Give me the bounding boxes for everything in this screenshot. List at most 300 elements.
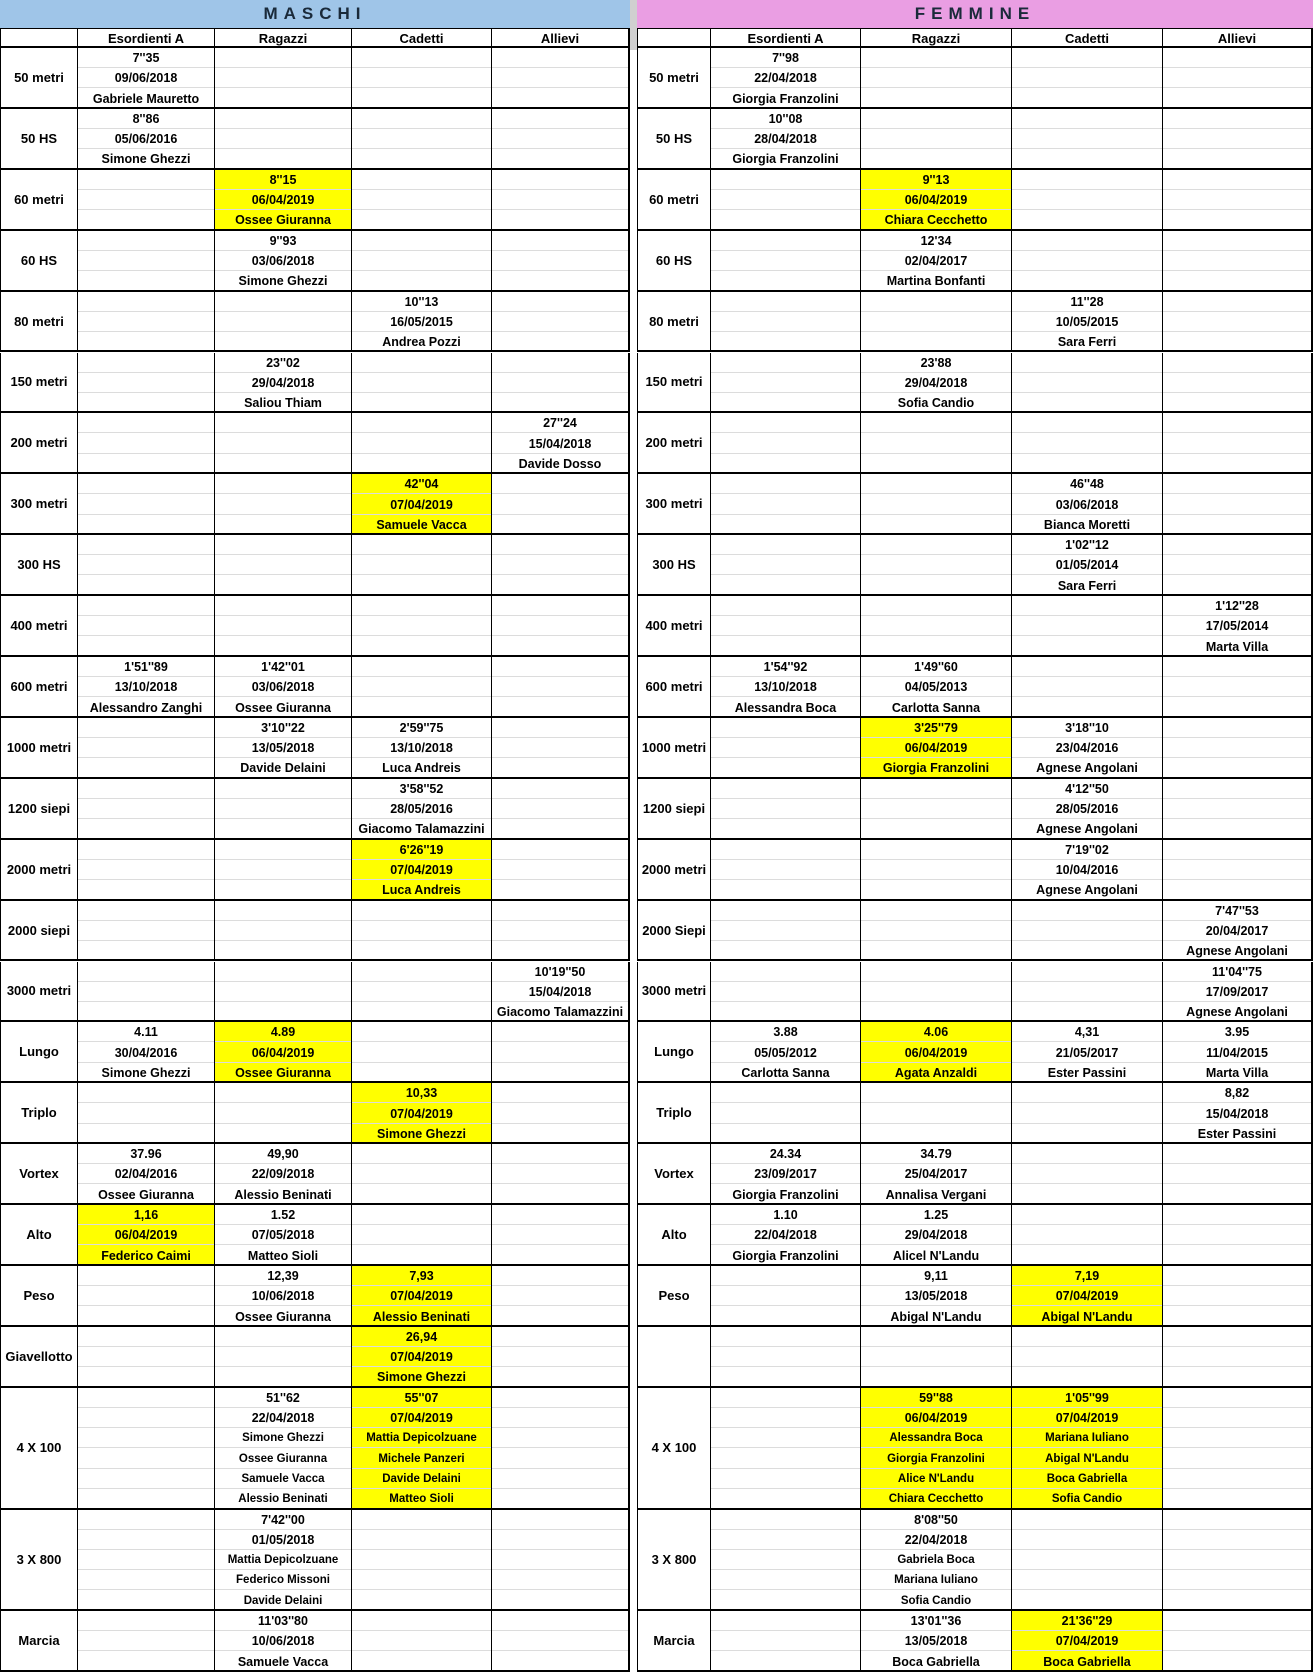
record-athlete [78, 1469, 214, 1489]
record-date: 17/09/2017 [1163, 982, 1311, 1002]
record-cell [860, 779, 1011, 840]
record-date: 03/06/2018 [215, 251, 351, 271]
record-date [1012, 1347, 1162, 1367]
record-athlete: Giorgia Franzolini [732, 1187, 839, 1202]
record-cell [351, 1083, 491, 1144]
record-cell [77, 1022, 214, 1083]
record-value [78, 1611, 214, 1631]
record-date [861, 799, 1011, 819]
record-athlete: Simone Ghezzi [377, 1126, 466, 1141]
record-cell [77, 48, 214, 109]
record-athlete [492, 515, 628, 535]
event-label: 3 X 800 [0, 1510, 77, 1612]
record-value: 3.95 [1163, 1022, 1311, 1042]
record-value: 26,94 [352, 1327, 491, 1347]
record-athlete: Giorgia Franzolini [732, 91, 839, 106]
record-value: 7'42''00 [215, 1510, 351, 1530]
record-cell [860, 535, 1011, 596]
record-date: 04/05/2013 [861, 677, 1011, 697]
record-value [711, 170, 860, 190]
record-athlete [352, 1550, 491, 1570]
record-date [492, 616, 628, 636]
record-cell [491, 1144, 630, 1205]
record-athlete: Andrea Pozzi [382, 335, 461, 350]
record-athlete [1163, 1652, 1311, 1672]
record-athlete [492, 637, 628, 657]
record-date [78, 434, 214, 454]
record-cell [1011, 657, 1162, 718]
record-athlete: Mariana Iuliano [1012, 1428, 1162, 1448]
record-cell [351, 962, 491, 1023]
record-cell [351, 535, 491, 596]
record-value [352, 1144, 491, 1164]
record-cell [1011, 1611, 1162, 1672]
record-cell [710, 109, 860, 170]
record-athlete [711, 1002, 860, 1022]
record-cell [491, 901, 630, 962]
record-athlete: Simone Ghezzi [101, 152, 191, 167]
record-date: 05/06/2016 [78, 129, 214, 149]
record-date [78, 312, 214, 332]
record-date: 07/04/2019 [352, 1286, 491, 1306]
record-athlete [861, 149, 1011, 169]
record-date [352, 1225, 491, 1245]
record-date: 11/04/2015 [1163, 1043, 1311, 1063]
record-athlete: Ossee Giuranna [98, 1187, 194, 1202]
record-value [1012, 231, 1162, 251]
record-date [78, 1530, 214, 1550]
record-athlete [861, 454, 1011, 474]
record-cell [77, 1327, 214, 1388]
record-athlete [78, 1489, 214, 1509]
record-date [861, 1104, 1011, 1124]
record-athlete [711, 1591, 860, 1611]
record-athlete: Mattia Depicolzuane [215, 1550, 351, 1570]
record-athlete [711, 332, 860, 352]
record-cell [1011, 48, 1162, 109]
record-cell [860, 353, 1011, 414]
record-cell [214, 657, 351, 718]
maschi-title: MASCHI [0, 0, 630, 28]
record-value: 55''07 [352, 1388, 491, 1408]
record-cell [1011, 1205, 1162, 1266]
record-cell [214, 1327, 351, 1388]
record-value [78, 474, 214, 494]
record-value: 10'19''50 [492, 962, 628, 982]
event-label: 400 metri [637, 596, 710, 657]
record-cell [214, 596, 351, 657]
record-athlete: Ossee Giuranna [235, 1309, 331, 1324]
record-athlete [711, 1449, 860, 1469]
record-cell [1162, 48, 1313, 109]
record-date [492, 1347, 628, 1367]
record-date: 13/05/2018 [215, 738, 351, 758]
record-athlete [78, 819, 214, 839]
record-cell [77, 901, 214, 962]
record-value [861, 48, 1011, 68]
record-cell [491, 474, 630, 535]
record-value [1163, 1611, 1311, 1631]
record-athlete: Sara Ferri [1057, 578, 1117, 593]
record-date [1163, 799, 1311, 819]
record-value: 7,93 [352, 1266, 491, 1286]
record-date [1163, 1286, 1311, 1306]
record-value [492, 718, 628, 738]
record-value [711, 1611, 860, 1631]
record-date [78, 1631, 214, 1651]
record-athlete [78, 1570, 214, 1590]
record-athlete: Federico Caimi [101, 1248, 191, 1263]
record-cell [77, 1510, 214, 1612]
record-cell [860, 231, 1011, 292]
record-athlete [1012, 698, 1162, 718]
record-cell [214, 779, 351, 840]
record-date: 13/10/2018 [352, 738, 491, 758]
record-cell [710, 901, 860, 962]
record-value [861, 779, 1011, 799]
record-value [861, 962, 1011, 982]
record-cell [860, 1611, 1011, 1672]
record-date: 16/05/2015 [352, 312, 491, 332]
record-value [78, 779, 214, 799]
record-cell [214, 1266, 351, 1327]
record-value [215, 1083, 351, 1103]
record-athlete [492, 1124, 628, 1144]
record-athlete: Luca Andreis [382, 761, 461, 776]
record-cell [491, 231, 630, 292]
record-cell [77, 170, 214, 231]
record-athlete [711, 1489, 860, 1509]
record-date [492, 190, 628, 210]
record-athlete [78, 454, 214, 474]
record-cell [351, 779, 491, 840]
record-cell [351, 596, 491, 657]
record-date: 06/04/2019 [215, 1043, 351, 1063]
record-athlete: Simone Ghezzi [238, 274, 328, 289]
record-date [215, 982, 351, 1002]
record-value [78, 231, 214, 251]
record-value [861, 413, 1011, 433]
record-athlete [78, 637, 214, 657]
column-header: Allievi [491, 28, 630, 48]
record-cell [77, 353, 214, 414]
record-cell [214, 1388, 351, 1510]
record-date: 05/05/2012 [711, 1043, 860, 1063]
record-cell [491, 1083, 630, 1144]
record-value: 7'47''53 [1163, 901, 1311, 921]
record-athlete [78, 393, 214, 413]
record-value [215, 779, 351, 799]
record-date [215, 312, 351, 332]
record-athlete: Federico Missoni [215, 1570, 351, 1590]
record-date [711, 1286, 860, 1306]
record-cell [710, 1327, 860, 1388]
record-athlete [711, 1550, 860, 1570]
record-value [861, 596, 1011, 616]
record-date [1012, 1225, 1162, 1245]
record-value: 1.10 [711, 1205, 860, 1225]
record-date [492, 921, 628, 941]
record-cell [77, 474, 214, 535]
record-athlete: Alessio Beninati [372, 1309, 471, 1324]
record-value [215, 474, 351, 494]
record-date: 02/04/2016 [78, 1164, 214, 1184]
record-athlete [215, 941, 351, 961]
record-value: 8''15 [215, 170, 351, 190]
record-cell [860, 1205, 1011, 1266]
record-athlete [1163, 515, 1311, 535]
event-label: 1000 metri [637, 718, 710, 779]
record-cell [491, 1022, 630, 1083]
record-athlete [1163, 1428, 1311, 1448]
record-athlete [492, 210, 628, 230]
record-athlete [1163, 1550, 1311, 1570]
record-cell [1011, 170, 1162, 231]
record-athlete: Matteo Sioli [247, 1248, 319, 1263]
record-athlete: Samuele Vacca [215, 1469, 351, 1489]
record-athlete [1012, 210, 1162, 230]
record-date [861, 68, 1011, 88]
record-date [492, 1530, 628, 1550]
record-value: 4.11 [78, 1022, 214, 1042]
record-date [1012, 982, 1162, 1002]
record-cell [1011, 474, 1162, 535]
record-athlete [711, 271, 860, 291]
record-athlete [215, 637, 351, 657]
event-label: 1200 siepi [637, 779, 710, 840]
record-date [215, 921, 351, 941]
record-date: 17/05/2014 [1163, 616, 1311, 636]
record-date [78, 373, 214, 393]
record-date [78, 921, 214, 941]
record-cell [214, 48, 351, 109]
record-cell [491, 1205, 630, 1266]
record-cell [1162, 718, 1313, 779]
record-value [1163, 109, 1311, 129]
record-cell [1162, 474, 1313, 535]
record-athlete: Agnese Angolani [1186, 1005, 1288, 1020]
record-athlete: Simone Ghezzi [101, 1065, 191, 1080]
record-date: 01/05/2014 [1012, 555, 1162, 575]
record-athlete [492, 89, 628, 109]
record-value [352, 48, 491, 68]
record-cell [710, 1266, 860, 1327]
record-value [78, 535, 214, 555]
record-date [711, 799, 860, 819]
record-date [492, 312, 628, 332]
record-athlete [1163, 1185, 1311, 1205]
record-value [492, 1083, 628, 1103]
record-value [1163, 170, 1311, 190]
record-cell [710, 292, 860, 353]
event-label: Marcia [0, 1611, 77, 1672]
record-value: 11'03''80 [215, 1611, 351, 1631]
record-cell [710, 48, 860, 109]
record-cell [1162, 962, 1313, 1023]
record-value [711, 1327, 860, 1347]
record-athlete [861, 637, 1011, 657]
record-date [492, 129, 628, 149]
record-date: 07/04/2019 [1012, 1631, 1162, 1651]
record-date [1012, 129, 1162, 149]
record-cell [1011, 109, 1162, 170]
record-athlete: Mariana Iuliano [861, 1570, 1011, 1590]
record-value [352, 1510, 491, 1530]
record-date: 10/05/2015 [1012, 312, 1162, 332]
record-date: 22/09/2018 [215, 1164, 351, 1184]
record-athlete: Giorgia Franzolini [861, 1449, 1011, 1469]
record-athlete: Sara Ferri [1057, 335, 1117, 350]
record-date [1163, 434, 1311, 454]
record-athlete [352, 271, 491, 291]
record-value [1163, 535, 1311, 555]
record-athlete [492, 698, 628, 718]
record-date [1163, 677, 1311, 697]
record-date [78, 860, 214, 880]
record-athlete: Mattia Depicolzuane [352, 1428, 491, 1448]
record-cell [214, 901, 351, 962]
record-cell [351, 231, 491, 292]
record-date [78, 1408, 214, 1428]
header-corner [637, 28, 710, 48]
record-cell [1162, 1144, 1313, 1205]
record-athlete [1163, 1307, 1311, 1327]
record-value [1163, 474, 1311, 494]
record-date [215, 555, 351, 575]
record-date: 20/04/2017 [1163, 921, 1311, 941]
record-value: 34.79 [861, 1144, 1011, 1164]
record-value: 4,31 [1012, 1022, 1162, 1042]
record-date [352, 1043, 491, 1063]
record-cell [1162, 901, 1313, 962]
record-athlete [1163, 454, 1311, 474]
record-date [1163, 555, 1311, 575]
record-athlete: Ester Passini [1047, 1065, 1127, 1080]
record-athlete [78, 1449, 214, 1469]
record-cell [860, 901, 1011, 962]
record-athlete [78, 332, 214, 352]
record-cell [491, 779, 630, 840]
record-value [711, 1083, 860, 1103]
record-date [352, 677, 491, 697]
record-cell [860, 596, 1011, 657]
record-value [78, 962, 214, 982]
event-label: 2000 Siepi [637, 901, 710, 962]
record-cell [1162, 413, 1313, 474]
event-label: 200 metri [0, 413, 77, 474]
record-value [215, 596, 351, 616]
record-date [711, 982, 860, 1002]
record-cell [1162, 231, 1313, 292]
record-date [1163, 1347, 1311, 1367]
record-cell [1011, 413, 1162, 474]
record-athlete [78, 271, 214, 291]
record-athlete [1012, 1124, 1162, 1144]
record-cell [214, 962, 351, 1023]
record-athlete [711, 941, 860, 961]
record-date: 03/06/2018 [1012, 495, 1162, 515]
record-cell [351, 413, 491, 474]
record-athlete [1163, 1449, 1311, 1469]
record-cell [710, 474, 860, 535]
record-value [352, 1205, 491, 1225]
record-athlete [1163, 332, 1311, 352]
record-athlete: Giorgia Franzolini [882, 761, 990, 776]
record-cell [351, 718, 491, 779]
record-cell [214, 1510, 351, 1612]
record-athlete [711, 1124, 860, 1144]
record-cell [1162, 292, 1313, 353]
record-cell [1011, 535, 1162, 596]
record-date [1163, 1631, 1311, 1651]
record-date [78, 799, 214, 819]
record-athlete [352, 576, 491, 596]
record-value [78, 1327, 214, 1347]
record-value: 2'59''75 [352, 718, 491, 738]
record-cell [860, 1266, 1011, 1327]
record-value: 13'01''36 [861, 1611, 1011, 1631]
record-athlete: Alicel N'Landu [892, 1248, 980, 1263]
record-athlete: Gabriele Mauretto [92, 91, 200, 106]
record-date [492, 251, 628, 271]
record-cell [351, 109, 491, 170]
record-date [711, 190, 860, 210]
record-athlete [1012, 1002, 1162, 1022]
record-value [492, 1144, 628, 1164]
record-cell [491, 292, 630, 353]
record-athlete [1163, 1591, 1311, 1611]
record-athlete: Saliou Thiam [244, 396, 322, 411]
record-athlete [352, 89, 491, 109]
record-cell [1011, 962, 1162, 1023]
record-date [352, 251, 491, 271]
record-value: 9''93 [215, 231, 351, 251]
record-date: 06/04/2019 [861, 738, 1011, 758]
record-athlete [711, 454, 860, 474]
record-value [1012, 353, 1162, 373]
record-athlete [492, 1591, 628, 1611]
record-athlete [352, 1591, 491, 1611]
record-athlete [711, 1469, 860, 1489]
record-date [492, 68, 628, 88]
record-value [215, 962, 351, 982]
record-date: 06/04/2019 [861, 1043, 1011, 1063]
record-value [215, 292, 351, 312]
record-athlete [711, 819, 860, 839]
record-cell [77, 718, 214, 779]
record-athlete: Michele Panzeri [352, 1449, 491, 1469]
record-athlete [492, 1307, 628, 1327]
event-label: Vortex [0, 1144, 77, 1205]
record-date [1163, 738, 1311, 758]
record-cell [1162, 1327, 1313, 1388]
column-header: Ragazzi [860, 28, 1011, 48]
record-date [215, 129, 351, 149]
record-value [78, 1083, 214, 1103]
record-cell [1162, 1266, 1313, 1327]
record-cell [710, 657, 860, 718]
record-athlete [1163, 880, 1311, 900]
record-athlete [78, 1428, 214, 1448]
record-cell [214, 1022, 351, 1083]
record-athlete [711, 637, 860, 657]
record-value [711, 413, 860, 433]
record-athlete [711, 210, 860, 230]
record-date: 22/04/2018 [711, 68, 860, 88]
record-athlete [492, 1489, 628, 1509]
record-athlete: Alessandra Boca [861, 1428, 1011, 1448]
record-athlete [1012, 149, 1162, 169]
